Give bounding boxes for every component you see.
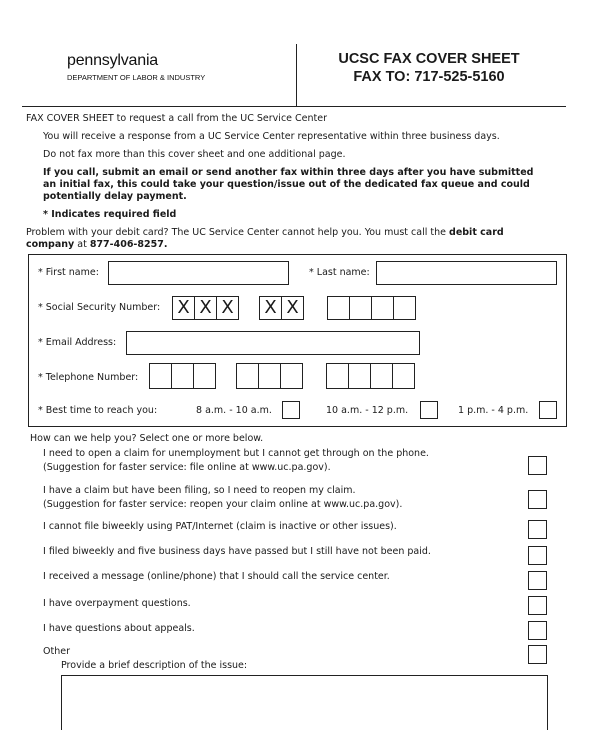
phone-digit[interactable] bbox=[236, 363, 259, 389]
warning-line-3: potentially delay payment. bbox=[43, 191, 187, 202]
title-line-1: UCSC FAX COVER SHEET bbox=[338, 51, 520, 67]
option-message-checkbox[interactable] bbox=[528, 571, 547, 590]
option-suggestion: (Suggestion for faster service: reopen your claim online at www.uc.pa.gov). bbox=[43, 499, 403, 510]
option-other-checkbox[interactable] bbox=[528, 645, 547, 664]
option-text: I have questions about appeals. bbox=[43, 623, 195, 634]
time-8-10-checkbox[interactable] bbox=[282, 401, 300, 419]
option-not-paid-checkbox[interactable] bbox=[528, 546, 547, 565]
time-option-label: 10 a.m. - 12 p.m. bbox=[326, 405, 409, 416]
ssn-digit[interactable] bbox=[349, 296, 372, 320]
option-biweekly-checkbox[interactable] bbox=[528, 520, 547, 539]
last-name-field[interactable] bbox=[376, 261, 557, 285]
ssn-digit[interactable]: X bbox=[281, 296, 304, 320]
warning-line-1: If you call, submit an email or send another fax within three days after you have submitted bbox=[43, 167, 534, 178]
option-text: I have overpayment questions. bbox=[43, 598, 191, 609]
option-suggestion: (Suggestion for faster service: file online at www.uc.pa.gov). bbox=[43, 462, 331, 473]
option-reopen-checkbox[interactable] bbox=[528, 490, 547, 509]
phone-digit[interactable] bbox=[258, 363, 281, 389]
phone-digit[interactable] bbox=[392, 363, 415, 389]
phone-digit[interactable] bbox=[370, 363, 393, 389]
logo-department: DEPARTMENT OF LABOR & INDUSTRY bbox=[67, 73, 206, 82]
debit-card-note-1: Problem with your debit card? The UC Service Center cannot help you. You must call the debit card bbox=[26, 227, 504, 238]
option-overpayment-checkbox[interactable] bbox=[528, 596, 547, 615]
time-1-4-checkbox[interactable] bbox=[539, 401, 557, 419]
logo-name: pennsylvania bbox=[67, 52, 158, 69]
ssn-digit[interactable]: X bbox=[172, 296, 195, 320]
description-field[interactable] bbox=[61, 675, 548, 730]
phone-digit[interactable] bbox=[348, 363, 371, 389]
ssn-group-1 bbox=[172, 296, 238, 320]
phone-prefix bbox=[236, 363, 302, 389]
option-text: Other bbox=[43, 646, 70, 657]
header-rule bbox=[22, 106, 566, 107]
email-field[interactable] bbox=[126, 331, 420, 355]
option-text: I received a message (online/phone) that I should call the service center. bbox=[43, 571, 390, 582]
help-prompt: How can we help you? Select one or more below. bbox=[30, 433, 264, 444]
time-option-label: 1 p.m. - 4 p.m. bbox=[458, 405, 529, 416]
time-10-12-checkbox[interactable] bbox=[420, 401, 438, 419]
option-text: I cannot file biweekly using PAT/Internet (claim is inactive or other issues). bbox=[43, 521, 397, 532]
warning-line-2: an initial fax, this could take your question/issue out of the dedicated fax queue and could bbox=[43, 179, 530, 190]
header-divider bbox=[296, 44, 297, 106]
intro-line: FAX COVER SHEET to request a call from the UC Service Center bbox=[26, 113, 328, 124]
required-note: * Indicates required field bbox=[43, 209, 177, 220]
option-text: I filed biweekly and five business days have passed but I still have not been paid. bbox=[43, 546, 431, 557]
phone-digit[interactable] bbox=[149, 363, 172, 389]
email-label: * Email Address: bbox=[38, 337, 117, 348]
ssn-digit[interactable] bbox=[393, 296, 416, 320]
option-phone-checkbox[interactable] bbox=[528, 456, 547, 475]
ssn-digit[interactable]: X bbox=[194, 296, 217, 320]
ssn-digit[interactable] bbox=[371, 296, 394, 320]
last-name-label: * Last name: bbox=[309, 267, 370, 278]
intro-response-note: You will receive a response from a UC Service Center representative within three business days. bbox=[43, 131, 500, 142]
option-text: I need to open a claim for unemployment but I cannot get through on the phone. bbox=[43, 448, 429, 459]
time-option-label: 8 a.m. - 10 a.m. bbox=[196, 405, 272, 416]
phone-digit[interactable] bbox=[171, 363, 194, 389]
phone-line-number bbox=[326, 363, 414, 389]
description-label: Provide a brief description of the issue: bbox=[61, 660, 248, 671]
phone-digit[interactable] bbox=[280, 363, 303, 389]
ssn-group-3 bbox=[327, 296, 415, 320]
pa-logo bbox=[67, 52, 205, 82]
ssn-digit[interactable] bbox=[327, 296, 350, 320]
ssn-digit[interactable]: X bbox=[259, 296, 282, 320]
first-name-field[interactable] bbox=[108, 261, 289, 285]
page-title bbox=[298, 50, 560, 86]
ssn-label: * Social Security Number: bbox=[38, 302, 161, 313]
ssn-group-2 bbox=[259, 296, 303, 320]
debit-card-note-2: company at 877-406-8257. bbox=[26, 239, 168, 250]
phone-digit[interactable] bbox=[326, 363, 349, 389]
intro-page-limit: Do not fax more than this cover sheet and one additional page. bbox=[43, 149, 346, 160]
best-time-label: * Best time to reach you: bbox=[38, 405, 158, 416]
phone-area-code bbox=[149, 363, 215, 389]
title-fax-number: FAX TO: 717-525-5160 bbox=[353, 69, 505, 85]
ssn-digit[interactable]: X bbox=[216, 296, 239, 320]
phone-label: * Telephone Number: bbox=[38, 372, 139, 383]
phone-digit[interactable] bbox=[193, 363, 216, 389]
option-appeals-checkbox[interactable] bbox=[528, 621, 547, 640]
option-text: I have a claim but have been filing, so I need to reopen my claim. bbox=[43, 485, 356, 496]
first-name-label: * First name: bbox=[38, 267, 99, 278]
